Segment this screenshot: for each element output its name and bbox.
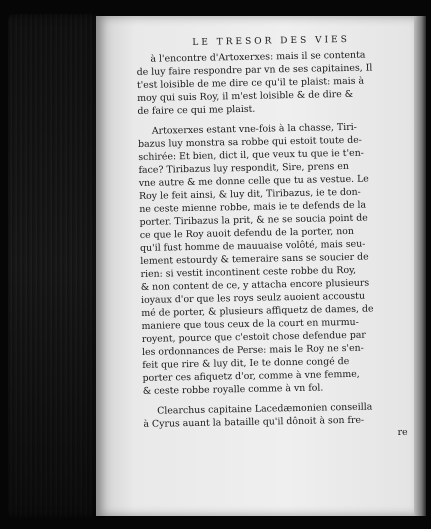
text-line: moy qui suis Roy, il m'est loisible & de dire &: [137, 88, 354, 104]
text-line: mé de porter, & plusieurs affiquetz de dames, de: [141, 303, 374, 319]
catchword: re: [397, 426, 408, 439]
text-line: à Cyrus auant la bataille qu'il dônoit à son fre-: [143, 414, 365, 430]
text-line: & ceste robbe royalle comme à vn fol.: [142, 382, 324, 397]
text-line: feit que rire & luy dit, Ie te donne congé de: [142, 355, 350, 371]
text-line: lement estourdy & temeraire sans se soucier de: [140, 251, 369, 267]
text-line: ne ceste mienne robbe, mais ie te defends de la: [139, 199, 367, 215]
text-line: & non content de ce, y attacha encore plusieurs: [140, 277, 370, 293]
text-line: porter. Tiribazus la prit, & ne se soucia point de: [139, 212, 368, 228]
text-line: à l'encontre d'Artoxerxes: mais il se contenta: [150, 49, 366, 65]
text-line: t'est loisible de me dire ce qu'il te plaist: mais à: [136, 75, 365, 91]
text-line: bazus luy monstra sa robbe qui estoit toute de-: [137, 134, 363, 150]
text-line: vne autre & me donne celle que tu as vestue. Le: [138, 173, 369, 189]
text-line: ce que le Roy auoit defendu de la porter, non: [139, 225, 355, 241]
page-right-edge: [414, 16, 426, 516]
text-line: de faire ce qui me plaist.: [137, 103, 256, 117]
text-line: maniere que tous ceux de la court en murmu-: [141, 316, 359, 332]
text-line: Artoxerxes estant vne-fois à la chasse, Tiri-: [151, 121, 357, 137]
text-line: face? Tiribazus luy respondit, Sire, prens en: [138, 160, 349, 176]
book-page-edges: [8, 14, 104, 518]
text-line: porter ces afiquetz d'or, comme à vne femme,: [142, 368, 360, 384]
text-line: qu'il fust homme de mauuaise volôté, mais seu-: [139, 238, 366, 254]
text-line: les ordonnances de Perse: mais le Roy ne s'en-: [141, 342, 364, 358]
paragraph: [136, 48, 407, 118]
paragraph: [138, 120, 413, 398]
text-line: schirée: Et bien, dict il, que veux tu que ie t'en-: [138, 147, 364, 163]
text-line: de luy faire respondre par vn de ses capitaines, Il: [136, 62, 373, 78]
text-line: ioyaux d'or que les roys seulz auoient accoustu: [140, 290, 366, 306]
text-line: Clearchus capitaine Lacedæmonien conseilla: [157, 401, 373, 417]
text-line: Roy le feit ainsi, & luy dit, Tiribazus, ie te don-: [138, 186, 361, 202]
book-page: [96, 16, 414, 516]
page-text: [136, 33, 414, 444]
text-line: rien: si vestit incontinent ceste robbe du Roy,: [140, 264, 357, 280]
text-line: royent, pource que c'estoit chose defendue par: [141, 329, 366, 345]
running-head: LE TRESOR DES VIES: [192, 34, 350, 48]
